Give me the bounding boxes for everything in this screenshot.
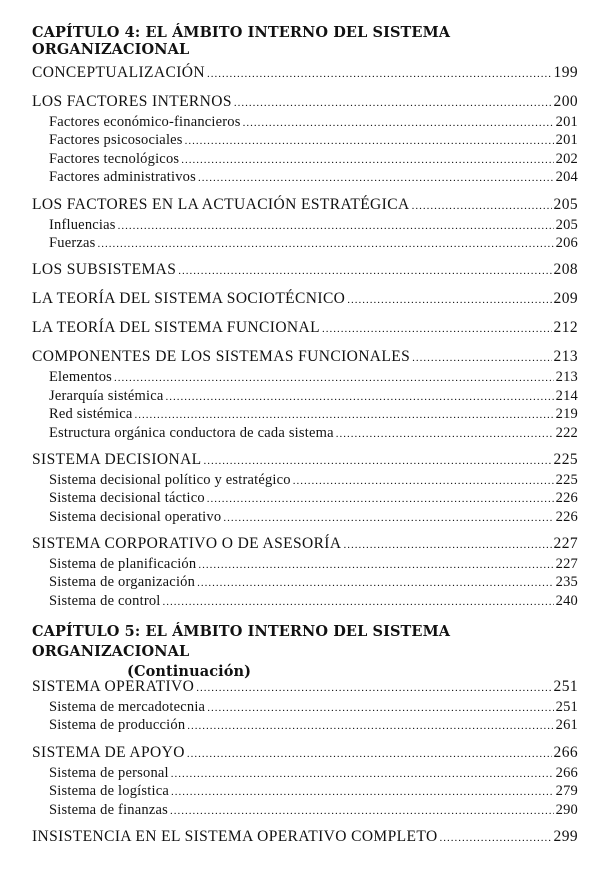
toc-section-entry bbox=[32, 828, 578, 849]
toc-page-number: 222 bbox=[555, 424, 578, 441]
toc-entry-title: Sistema de personal bbox=[49, 764, 169, 781]
toc-page-number: 202 bbox=[555, 150, 578, 167]
toc-entry-title: SISTEMA OPERATIVO bbox=[32, 678, 195, 695]
toc-entry-title: SISTEMA DECISIONAL bbox=[32, 450, 202, 468]
toc-page-number: 227 bbox=[553, 535, 578, 553]
toc-entry-title: Influencias bbox=[49, 216, 116, 233]
toc-entry-title: Jerarquía sistémica bbox=[49, 387, 164, 404]
toc-dot-leader bbox=[185, 135, 554, 147]
toc-section-entry bbox=[32, 319, 578, 340]
toc-dot-leader bbox=[293, 475, 554, 487]
toc-entry-title: LOS SUBSISTEMAS bbox=[32, 261, 177, 279]
toc-dot-leader bbox=[187, 720, 553, 732]
toc-dot-leader bbox=[135, 409, 554, 421]
toc-page-number: 209 bbox=[553, 290, 578, 308]
toc-subsection-entry bbox=[32, 235, 578, 253]
toc-page-number: 261 bbox=[555, 717, 578, 734]
toc-page-number: 213 bbox=[553, 348, 578, 366]
toc-subsection-entry bbox=[32, 132, 578, 150]
toc-entry-title: Estructura orgánica conductora de cada sistema bbox=[49, 424, 334, 441]
toc-dot-leader bbox=[243, 117, 554, 129]
toc-dot-leader bbox=[178, 265, 551, 277]
toc-page-number: 206 bbox=[555, 234, 578, 251]
chapter-5-subtitle: (Continuación) bbox=[127, 663, 252, 680]
toc-section-entry bbox=[32, 678, 578, 699]
toc-page-number: 213 bbox=[555, 369, 578, 386]
toc-dot-leader bbox=[98, 238, 554, 250]
toc-dot-leader bbox=[412, 352, 551, 364]
toc-page-number: 251 bbox=[553, 678, 578, 695]
toc-page-number: 226 bbox=[555, 508, 578, 525]
toc-entry-title: COMPONENTES DE LOS SISTEMAS FUNCIONALES bbox=[32, 348, 411, 366]
toc-page-number: 227 bbox=[555, 556, 578, 573]
toc-subsection-entry bbox=[32, 114, 578, 132]
toc-subsection-entry bbox=[32, 217, 578, 235]
toc-subsection-entry bbox=[32, 388, 578, 406]
toc-entry-title: CONCEPTUALIZACIÓN bbox=[32, 64, 205, 81]
toc-dot-leader bbox=[322, 323, 552, 335]
toc-page-number: 225 bbox=[553, 450, 578, 468]
toc-section-entry bbox=[32, 290, 578, 311]
toc-entry-title: Sistema de mercadotecnia bbox=[49, 699, 206, 715]
toc-entry-title: Factores tecnológicos bbox=[49, 150, 180, 167]
toc-subsection-entry bbox=[32, 369, 578, 387]
toc-entry-title: LA TEORÍA DEL SISTEMA FUNCIONAL bbox=[32, 319, 320, 337]
toc-page-number: 299 bbox=[553, 827, 578, 845]
toc-subsection-entry bbox=[32, 574, 578, 592]
toc-section-entry bbox=[32, 93, 578, 114]
toc-subsection-entry bbox=[32, 717, 578, 735]
toc-subsection-entry bbox=[32, 783, 578, 801]
toc-dot-leader bbox=[204, 455, 552, 467]
chapter-4-toc bbox=[32, 64, 578, 611]
toc-page-number: 290 bbox=[555, 801, 578, 818]
toc-dot-leader bbox=[412, 200, 552, 212]
toc-page-number: 205 bbox=[555, 216, 578, 233]
toc-page-number: 200 bbox=[553, 93, 578, 110]
toc-dot-leader bbox=[223, 512, 553, 524]
toc-section-entry bbox=[32, 64, 578, 85]
toc-page-number: 235 bbox=[555, 574, 578, 591]
toc-section-entry bbox=[32, 451, 578, 472]
toc-dot-leader bbox=[181, 154, 553, 166]
chapter-4-title: CAPÍTULO 4: EL ÁMBITO INTERNO DEL SISTEMA ORGANIZACIONAL bbox=[32, 24, 451, 58]
toc-entry-title: Sistema de producción bbox=[49, 717, 186, 734]
toc-page-number: 266 bbox=[553, 743, 578, 761]
toc-subsection-entry bbox=[32, 169, 578, 187]
toc-dot-leader bbox=[207, 702, 553, 714]
toc-dot-leader bbox=[166, 391, 554, 403]
toc-subsection-entry bbox=[32, 802, 578, 820]
toc-page-number: 266 bbox=[555, 764, 578, 781]
toc-subsection-entry bbox=[32, 765, 578, 783]
toc-section-entry bbox=[32, 535, 578, 556]
toc-page-number: 201 bbox=[555, 132, 578, 149]
toc-page-number: 208 bbox=[553, 261, 578, 279]
toc-page-number: 214 bbox=[555, 387, 578, 404]
toc-subsection-entry bbox=[32, 425, 578, 443]
toc-page-number: 212 bbox=[553, 319, 578, 337]
toc-dot-leader bbox=[114, 372, 554, 384]
toc-entry-title: LA TEORÍA DEL SISTEMA SOCIOTÉCNICO bbox=[32, 290, 346, 308]
toc-section-entry bbox=[32, 744, 578, 765]
chapter-5-heading bbox=[32, 622, 600, 682]
toc-subsection-entry bbox=[32, 699, 578, 717]
toc-page-number: 240 bbox=[555, 592, 578, 609]
toc-dot-leader bbox=[171, 786, 554, 798]
chapter-5-title: CAPÍTULO 5: EL ÁMBITO INTERNO DEL SISTEMA ORGANIZACIONAL bbox=[32, 623, 451, 660]
toc-entry-title: Sistema de finanzas bbox=[49, 801, 168, 818]
toc-entry-title: Sistema decisional político y estratégico bbox=[49, 471, 291, 488]
toc-entry-title: Sistema de planificación bbox=[49, 556, 197, 573]
toc-subsection-entry bbox=[32, 406, 578, 424]
toc-page-number: 279 bbox=[555, 783, 578, 800]
toc-entry-title: Sistema decisional táctico bbox=[49, 490, 205, 507]
toc-page-number: 219 bbox=[555, 406, 578, 423]
toc-dot-leader bbox=[198, 559, 553, 571]
toc-section-entry bbox=[32, 196, 578, 217]
toc-dot-leader bbox=[207, 68, 552, 80]
toc-entry-title: Factores económico-financieros bbox=[49, 114, 241, 130]
toc-dot-leader bbox=[196, 682, 551, 694]
toc-entry-title: Sistema de logística bbox=[49, 783, 169, 800]
toc-entry-title: INSISTENCIA EN EL SISTEMA OPERATIVO COMPLETO bbox=[32, 827, 438, 845]
toc-entry-title: Fuerzas bbox=[49, 234, 96, 251]
toc-entry-title: LOS FACTORES INTERNOS bbox=[32, 93, 232, 110]
toc-subsection-entry bbox=[32, 509, 578, 527]
toc-dot-leader bbox=[234, 97, 552, 109]
toc-entry-title: Sistema decisional operativo bbox=[49, 508, 222, 525]
toc-dot-leader bbox=[207, 493, 554, 505]
toc-page-number: 204 bbox=[555, 169, 578, 186]
toc-dot-leader bbox=[187, 748, 552, 760]
toc-dot-leader bbox=[163, 596, 554, 608]
chapter-5-toc bbox=[32, 678, 578, 849]
toc-dot-leader bbox=[347, 294, 551, 306]
toc-page-number: 199 bbox=[553, 64, 578, 81]
toc-dot-leader bbox=[118, 220, 554, 232]
toc-subsection-entry bbox=[32, 490, 578, 508]
toc-entry-title: SISTEMA DE APOYO bbox=[32, 743, 185, 761]
toc-subsection-entry bbox=[32, 593, 578, 611]
toc-page-number: 251 bbox=[555, 699, 578, 715]
toc-dot-leader bbox=[198, 172, 554, 184]
toc-page-number: 226 bbox=[555, 490, 578, 507]
toc-entry-title: Red sistémica bbox=[49, 406, 133, 423]
toc-dot-leader bbox=[170, 805, 554, 817]
toc-section-entry bbox=[32, 348, 578, 369]
toc-section-entry bbox=[32, 261, 578, 282]
toc-page-number: 201 bbox=[555, 114, 578, 130]
toc-dot-leader bbox=[171, 768, 554, 780]
toc-dot-leader bbox=[440, 832, 552, 844]
toc-entry-title: Sistema de organización bbox=[49, 574, 196, 591]
toc-dot-leader bbox=[336, 428, 554, 440]
toc-entry-title: Factores psicosociales bbox=[49, 132, 183, 149]
toc-subsection-entry bbox=[32, 472, 578, 490]
toc-entry-title: SISTEMA CORPORATIVO O DE ASESORÍA bbox=[32, 535, 342, 553]
toc-page-number: 205 bbox=[553, 195, 578, 213]
toc-entry-title: Elementos bbox=[49, 369, 113, 386]
toc-subsection-entry bbox=[32, 556, 578, 574]
toc-subsection-entry bbox=[32, 151, 578, 169]
toc-page-number: 225 bbox=[555, 471, 578, 488]
toc-entry-title: LOS FACTORES EN LA ACTUACIÓN ESTRATÉGICA bbox=[32, 195, 410, 213]
toc-dot-leader bbox=[343, 539, 551, 551]
toc-entry-title: Factores administrativos bbox=[49, 169, 196, 186]
toc-entry-title: Sistema de control bbox=[49, 592, 161, 609]
toc-dot-leader bbox=[197, 577, 554, 589]
